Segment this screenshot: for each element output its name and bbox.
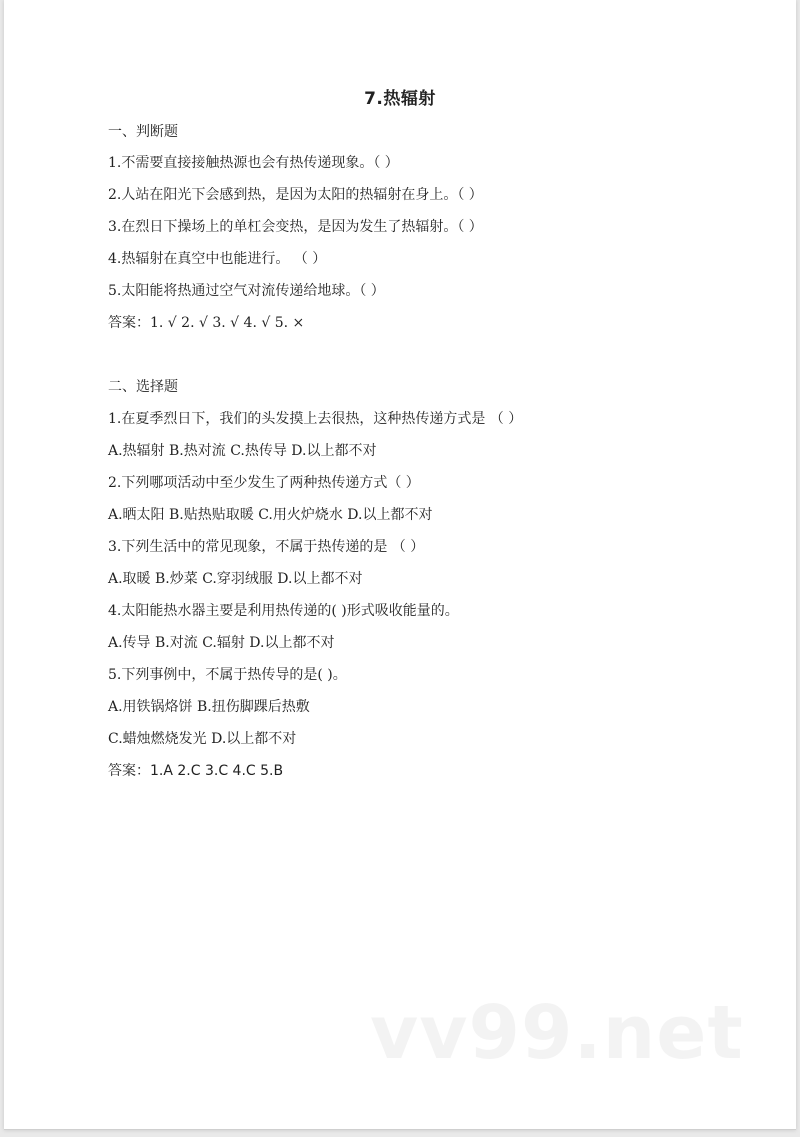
section1-item-4: 4.热辐射在真空中也能进行。 （ ） xyxy=(108,251,327,267)
section2-question-5: 5.下列事例中，不属于热传导的是( )。 xyxy=(108,667,347,683)
section2-answer xyxy=(108,761,283,781)
section2-options-5a: A.用铁锅烙饼 B.扭伤脚踝后热敷 xyxy=(108,699,310,715)
section2-question-1: 1.在夏季烈日下，我们的头发摸上去很热，这种热传递方式是 （ ） xyxy=(108,411,523,427)
section2-options-2: A.晒太阳 B.贴热贴取暖 C.用火炉烧水 D.以上都不对 xyxy=(108,507,433,523)
section2-question-4: 4.太阳能热水器主要是利用热传递的( )形式吸收能量的。 xyxy=(108,603,459,619)
watermark-text xyxy=(370,990,744,1076)
section1-item-3: 3.在烈日下操场上的单杠会变热，是因为发生了热辐射。（ ） xyxy=(108,219,483,235)
section2-options-4: A.传导 B.对流 C.辐射 D.以上都不对 xyxy=(108,635,335,651)
page-bottom-divider xyxy=(4,1129,796,1130)
section1-item-1: 1.不需要直接接触热源也会有热传递现象。（ ） xyxy=(108,155,399,171)
section2-options-5b: C.蜡烛燃烧发光 D.以上都不对 xyxy=(108,731,297,747)
section1-item-2: 2.人站在阳光下会感到热，是因为太阳的热辐射在身上。（ ） xyxy=(108,187,483,203)
section1-heading: 一、判断题 xyxy=(108,124,178,140)
section1-item-5: 5.太阳能将热通过空气对流传递给地球。（ ） xyxy=(108,283,385,299)
page-title: 7.热辐射 xyxy=(364,89,436,109)
section2-options-1: A.热辐射 B.热对流 C.热传导 D.以上都不对 xyxy=(108,443,377,459)
document-page xyxy=(4,0,796,1130)
section2-heading: 二、选择题 xyxy=(108,379,178,395)
section2-question-3: 3.下列生活中的常见现象，不属于热传递的是 （ ） xyxy=(108,539,425,555)
section2-answer-prefix: 答案： xyxy=(108,763,150,779)
section2-options-3: A.取暖 B.炒菜 C.穿羽绒服 D.以上都不对 xyxy=(108,571,363,587)
section2-question-2: 2.下列哪项活动中至少发生了两种热传递方式（ ） xyxy=(108,475,420,491)
section1-answer: 答案：1. √ 2. √ 3. √ 4. √ 5. × xyxy=(108,315,305,331)
section2-answer-values: 1.A 2.C 3.C 4.C 5.B xyxy=(150,763,284,779)
